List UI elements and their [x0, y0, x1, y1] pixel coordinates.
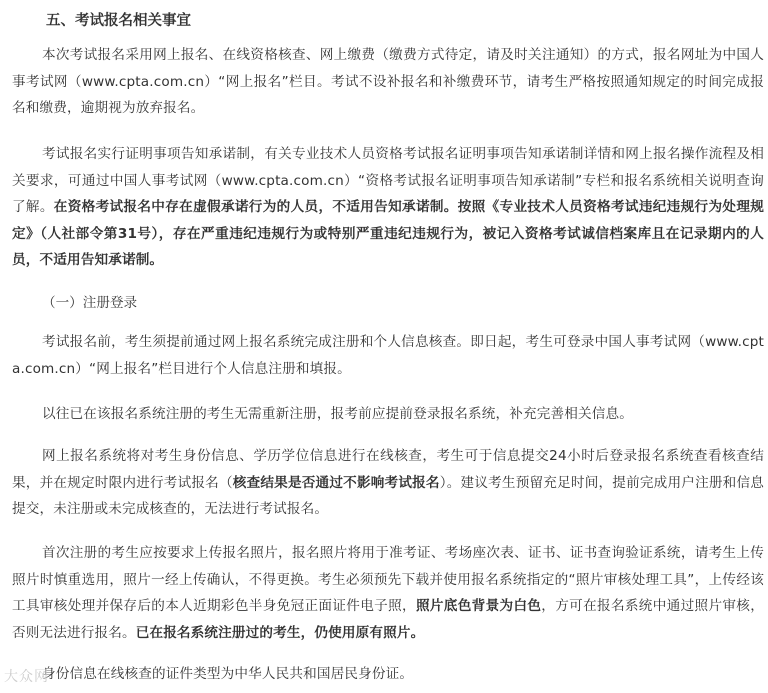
section-heading: 五、考试报名相关事宜: [46, 13, 191, 29]
verification-text-a: 网上报名系统将对考生身份信息、学历学位信息进行在线核查，考生可于信息提交24小时后登录报名系统查看核查结果，并在规定时限内进行考试报名（: [12, 448, 764, 491]
paragraph-registration-method: 本次考试报名采用网上报名、在线资格核查、网上缴费（缴费方式待定，请及时关注通知）的方式，报名网址为中国人事考试网（www.cpta.com.cn）“网上报名”栏目。考试不设补报名和补缴费环节，请考生严格按照通知规定的时间完成报名和缴费，逾期视为放弃报名。: [12, 47, 764, 116]
verification-bold: 核查结果是否通过不影响考试报名: [232, 474, 440, 491]
photo-bold-white-background: 照片底色背景为白色: [415, 598, 542, 614]
photo-text-a: 首次注册的考生应按要求上传报名照片，报名照片将用于准考证、考场座次表、证书、证书查询验证系统，请考生上传照片时慎重选用，照片一经上传确认，不得更换。考生必须预先下载并使用报名系统指定的“照片审核处理工具”，上传经该工具审核处理并保存后的本人近期彩色半身免冠正面证件电子照，: [12, 545, 764, 614]
subsection-heading-registration: （一）注册登录: [42, 295, 138, 311]
commitment-exclusion-bold: 在资格考试报名中存在虚假承诺行为的人员，不适用告知承诺制。按照《专业技术人员资格考试违纪违规行为处理规定》（人社部令第31号），存在严重违纪违规行为或特别严重违纪违规行为，被记入资格考试诚信档案库且在记录期内的人员，不适用告知承诺制。: [12, 199, 764, 268]
commitment-text: 考试报名实行证明事项告知承诺制，有关专业技术人员资格考试报名证明事项告知承诺制详情和网上报名操作流程及相关要求，可通过中国人事考试网（www.cpta.com.cn）“资格考试报名证明事项告知承诺制”专栏和报名系统相关说明查询了解。: [12, 146, 764, 215]
paragraph-online-verification: [12, 443, 764, 523]
paragraph-registration-before-exam: 考试报名前，考生须提前通过网上报名系统完成注册和个人信息核查。即日起，考生可登录中国人事考试网（www.cpta.com.cn）“网上报名”栏目进行个人信息注册和填报。: [12, 334, 764, 377]
paragraph-photo-upload: [12, 540, 764, 646]
verification-text-b: ）。建议考生预留充足时间，提前完成用户注册和信息提交，未注册或未完成核查的，无法进行考试报名。: [12, 474, 765, 517]
paragraph-existing-users: 以往已在该报名系统注册的考生无需重新注册，报考前应提前登录报名系统，补充完善相关信息。: [42, 406, 633, 422]
watermark-logo: 大众网: [4, 669, 49, 685]
photo-text-b: ，方可在报名系统中通过照片审核，否则无法进行报名。: [12, 598, 764, 641]
photo-bold-existing: 已在报名系统注册过的考生，仍使用原有照片。: [135, 624, 425, 641]
paragraph-commitment-system: [12, 141, 764, 274]
paragraph-id-type: 身份信息在线核查的证件类型为中华人民共和国居民身份证。: [42, 666, 414, 682]
